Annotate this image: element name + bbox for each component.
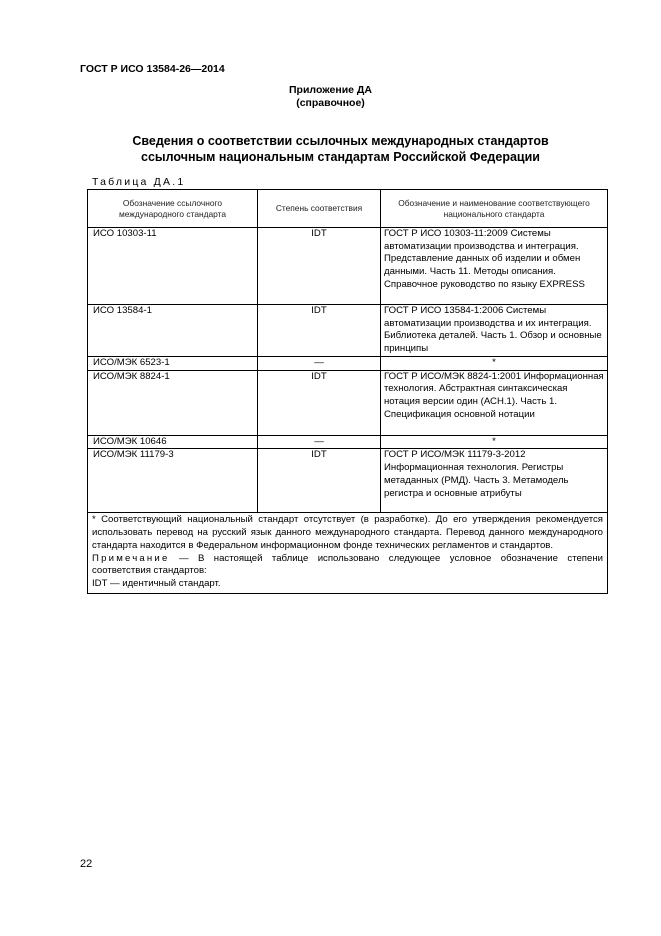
annex-title: Приложение ДА	[289, 84, 372, 96]
cell-national: *	[381, 435, 608, 449]
footnote-text: * Соответствующий национальный стандарт отсутствует (в разработке). До его утверждения рекомендуется использовать перевод на русский язык данного международного стандарта. Перевод данного международного стандарта находится в Федеральном информационном фонде технических регламентов и стандартов.	[92, 514, 603, 551]
section-title	[0, 134, 661, 165]
note-text: — В настоящей таблице использовано следующее условное обозначение степени соответствия стандартов:	[92, 552, 603, 577]
header-degree: Степень соответствия	[258, 190, 381, 228]
cell-ref: ИСО/МЭК 6523-1	[88, 357, 258, 371]
cell-national: ГОСТ Р ИСО 13584-1:2006 Системы автоматизации производства и их интеграция. Библиотека деталей. Часть 1. Обзор и основные принципы	[381, 305, 608, 357]
cell-degree: IDT	[258, 305, 381, 357]
cell-ref: ИСО 13584-1	[88, 305, 258, 357]
page-number: 22	[80, 858, 93, 870]
table-row	[88, 305, 608, 357]
table-notes	[88, 513, 608, 593]
note-label: Примечание	[92, 552, 170, 564]
cell-degree: —	[258, 357, 381, 371]
cell-degree: IDT	[258, 449, 381, 513]
cell-national: ГОСТ Р ИСО/МЭК 11179-3-2012 Информационная технология. Регистры метаданных (РМД). Часть 3. Метамодель регистра и основные атрибуты	[381, 449, 608, 513]
annex-type: (справочное)	[296, 97, 365, 109]
cell-degree: —	[258, 435, 381, 449]
cell-ref: ИСО/МЭК 8824-1	[88, 370, 258, 435]
cell-ref: ИСО/МЭК 11179-3	[88, 449, 258, 513]
table-row	[88, 370, 608, 435]
title-line-1: Сведения о соответствии ссылочных международных стандартов	[132, 134, 549, 148]
header-ref-standard: Обозначение ссылочного международного стандарта	[88, 190, 258, 228]
cell-national: *	[381, 357, 608, 371]
cell-ref: ИСО/МЭК 10646	[88, 435, 258, 449]
correspondence-table	[87, 189, 608, 594]
cell-degree: IDT	[258, 228, 381, 305]
annex-heading	[0, 84, 661, 110]
table-label: Таблица ДА.1	[92, 176, 186, 188]
table-row	[88, 357, 608, 371]
table-row	[88, 228, 608, 305]
document-code: ГОСТ Р ИСО 13584-26—2014	[80, 63, 225, 75]
header-national-standard: Обозначение и наименование соответствующего национального стандарта	[381, 190, 608, 228]
note-paragraph	[92, 553, 603, 578]
table-notes-row	[88, 513, 608, 593]
legend-text: IDT — идентичный стандарт.	[92, 577, 221, 589]
title-line-2: ссылочным национальным стандартам Российской Федерации	[141, 149, 540, 164]
table-row	[88, 449, 608, 513]
table-row	[88, 435, 608, 449]
cell-national: ГОСТ Р ИСО 10303-11:2009 Системы автоматизации производства и интеграция. Представление данных об изделии и обмен данными. Часть 11. Методы описания. Справочное руководство по языку EXPRESS	[381, 228, 608, 305]
cell-national: ГОСТ Р ИСО/МЭК 8824-1:2001 Информационная технология. Абстрактная синтаксическая нотация версии один (АСН.1). Часть 1. Спецификация основной нотации	[381, 370, 608, 435]
cell-ref: ИСО 10303-11	[88, 228, 258, 305]
table-header-row	[88, 190, 608, 228]
cell-degree: IDT	[258, 370, 381, 435]
